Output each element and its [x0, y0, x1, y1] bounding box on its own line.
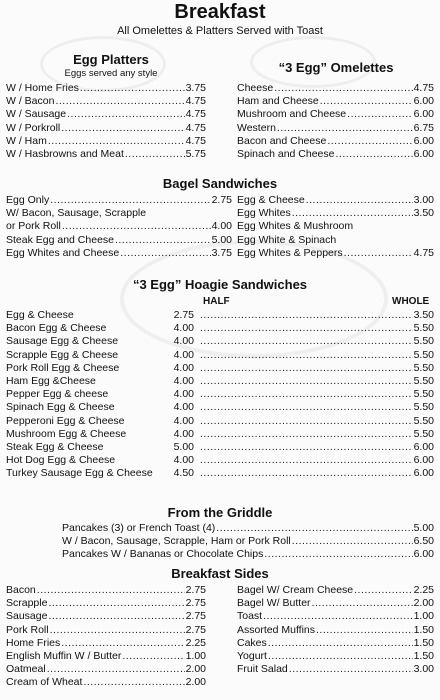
egg-platters-note: Eggs served any style — [64, 68, 158, 79]
half-column-header: HALF — [203, 296, 230, 307]
list-item: or Pork Roll ..... 4.00 — [6, 220, 232, 233]
list-item: W / Bacon ..... 4.75 — [6, 95, 206, 108]
sides-left-list — [6, 584, 206, 690]
sides-right-list — [237, 584, 434, 676]
egg-platters-heading: Egg Platters — [73, 52, 149, 67]
list-item: W / Porkroll ..... 4.75 — [6, 122, 206, 135]
page-title: Breakfast — [174, 1, 266, 23]
bagel-left-list — [6, 194, 232, 260]
list-item: Bacon ..... 2.75 — [6, 584, 206, 597]
list-item: Pancakes (3) or French Toast (4) ..... 5.00 — [62, 522, 434, 535]
list-item: Yogurt ..... 1.50 — [237, 650, 434, 663]
table-row: Spinach Egg & Cheese 4.00 ..... 5.50 — [6, 401, 434, 414]
list-item: W / Home Fries ..... 3.75 — [6, 82, 206, 95]
list-item: Toast ..... 1.00 — [237, 610, 434, 623]
table-row: Scrapple Egg & Cheese 4.00 ..... 5.50 — [6, 349, 434, 362]
list-item: W / Ham ..... 4.75 — [6, 135, 206, 148]
whole-column-header: WHOLE — [392, 296, 430, 307]
table-row: Hot Dog Egg & Cheese 4.00 ..... 6.00 — [6, 454, 434, 467]
list-item: Cream of Wheat ..... 2.00 — [6, 676, 206, 689]
list-item: Ham and Cheese ..... 6.00 — [237, 95, 434, 108]
list-item: Mushroom and Cheese ..... 6.00 — [237, 108, 434, 121]
list-item: Egg Whites ..... 3.50 — [237, 207, 434, 220]
list-item: Spinach and Cheese ..... 6.00 — [237, 148, 434, 161]
hoagie-heading: “3 Egg” Hoagie Sandwiches — [132, 277, 308, 292]
list-item: Bagel W/ Butter ..... 2.00 — [237, 597, 434, 610]
list-item: English Muffin W / Butter ..... 1.00 — [6, 650, 206, 663]
list-item: Assorted Muffins ..... 1.50 — [237, 624, 434, 637]
omelettes-heading: “3 Egg” Omelettes — [278, 60, 394, 75]
list-item: Steak Egg and Cheese ..... 5.00 — [6, 234, 232, 247]
list-item: Fruit Salad ..... 3.00 — [237, 663, 434, 676]
omelettes-list — [237, 82, 434, 161]
list-item: Egg White & Spinach — [237, 233, 337, 246]
list-item: Cheese ..... 4.75 — [237, 82, 434, 95]
list-item: Egg Whites and Cheese ..... 3.75 — [6, 247, 232, 260]
list-item: Pancakes W / Bananas or Chocolate Chips ..... 6.00 — [62, 548, 434, 561]
list-item: Home Fries ..... 2.25 — [6, 637, 206, 650]
list-item: Cakes ..... 1.50 — [237, 637, 434, 650]
list-item: Bagel W/ Cream Cheese ..... 2.25 — [237, 584, 434, 597]
list-item: Pork Roll ..... 2.75 — [6, 624, 206, 637]
list-item: Western ..... 6.75 — [237, 122, 434, 135]
griddle-heading: From the Griddle — [167, 505, 273, 520]
page-subtitle: All Omelettes & Platters Served with Toast — [117, 25, 323, 37]
list-item: W / Bacon, Sausage, Scrapple, Ham or Pork Roll ..... 6.50 — [62, 535, 434, 548]
list-item: Egg Whites & Peppers ..... 4.75 — [237, 247, 434, 260]
bagel-right-list — [237, 194, 434, 260]
table-row: Sausage Egg & Cheese 4.00 ..... 5.50 — [6, 335, 434, 348]
hoagie-list — [6, 309, 434, 480]
list-item: Egg Whites & Mushroom — [237, 220, 354, 233]
list-item: Oatmeal ..... 2.00 — [6, 663, 206, 676]
table-row: Ham Egg &Cheese 4.00 ..... 5.50 — [6, 375, 434, 388]
table-row: Pepper Egg & cheese 4.00 ..... 5.50 — [6, 388, 434, 401]
sides-heading: Breakfast Sides — [171, 566, 269, 581]
griddle-list — [62, 522, 434, 562]
list-item: Scrapple ..... 2.75 — [6, 597, 206, 610]
egg-platters-list — [6, 82, 206, 161]
list-item: W / Sausage ..... 4.75 — [6, 108, 206, 121]
list-item: W/ Bacon, Sausage, Scrapple — [6, 207, 147, 220]
table-row: Steak Egg & Cheese 5.00 ..... 6.00 — [6, 441, 434, 454]
table-row: Pork Roll Egg & Cheese 4.00 ..... 5.50 — [6, 362, 434, 375]
table-row: Egg & Cheese 2.75 ..... 3.50 — [6, 309, 434, 322]
table-row: Mushroom Egg & Cheese 4.00 ..... 5.50 — [6, 428, 434, 441]
list-item: Sausage ..... 2.75 — [6, 610, 206, 623]
table-row: Turkey Sausage Egg & Cheese 4.50 ..... 6.00 — [6, 467, 434, 480]
list-item: Bacon and Cheese ..... 6.00 — [237, 135, 434, 148]
list-item: Egg & Cheese ..... 3.00 — [237, 194, 434, 207]
list-item: W / Hasbrowns and Meat ..... 5.75 — [6, 148, 206, 161]
table-row: Pepperoni Egg & Cheese 4.00 ..... 5.50 — [6, 415, 434, 428]
list-item: Egg Only ..... 2.75 — [6, 194, 232, 207]
table-row: Bacon Egg & Cheese 4.00 ..... 5.50 — [6, 322, 434, 335]
bagel-heading: Bagel Sandwiches — [162, 176, 278, 191]
